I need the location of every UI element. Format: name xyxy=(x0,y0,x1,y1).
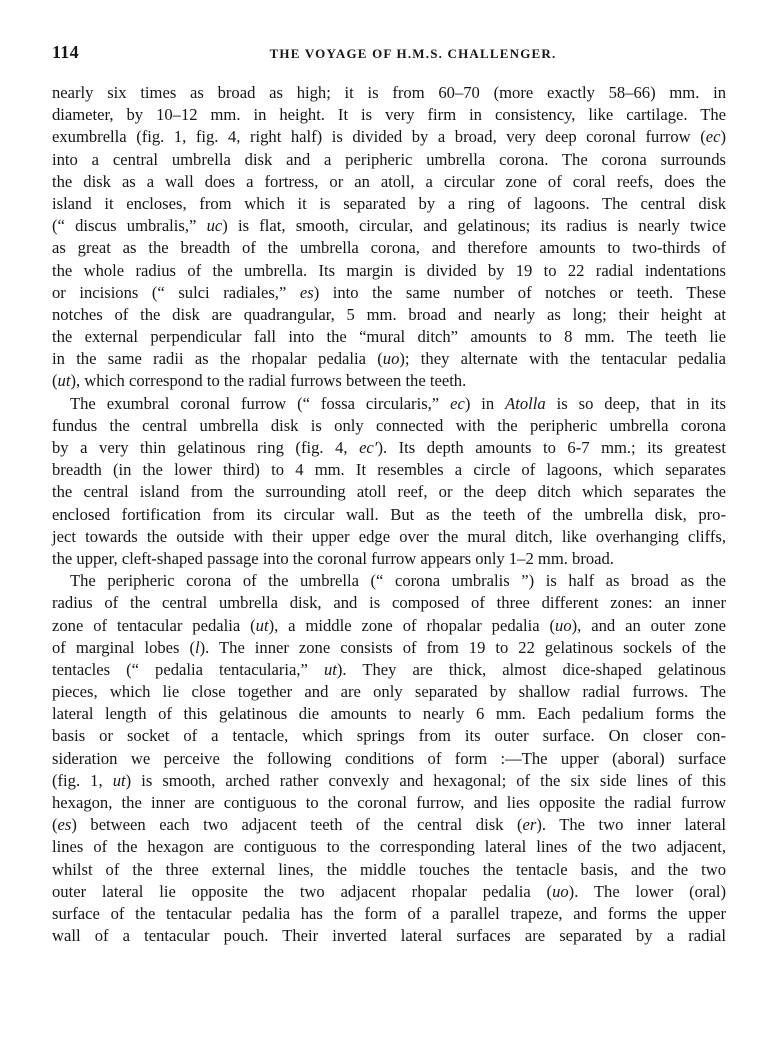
text-line: lateral length of this gelatinous die amounts to nearly 6 mm. Each pedalium forms the xyxy=(52,704,726,724)
text-line: the whole radius of the umbrella. Its margin is divided by 19 to 22 radial indentations xyxy=(52,260,726,280)
body-text xyxy=(52,82,726,947)
text-line: enclosed fortification from its circular wall. But as the teeth of the umbrella disk, pro- xyxy=(52,504,726,524)
text-line: surface of the tentacular pedalia has the form of a parallel trapeze, and forms the upper xyxy=(52,903,726,923)
text-line: the central island from the surrounding atoll reef, or the deep ditch which separates the xyxy=(52,482,726,502)
text-line: (“ discus umbralis,” uc) is flat, smooth, circular, and gelatinous; its radius is nearly twice xyxy=(52,216,726,236)
text-line: exumbrella (fig. 1, fig. 4, right half) is divided by a broad, very deep coronal furrow (ec) xyxy=(52,127,726,147)
text-line: radius of the central umbrella disk, and is composed of three different zones: an inner xyxy=(52,593,726,613)
text-line: (es) between each two adjacent teeth of the central disk (er). The two inner lateral xyxy=(52,815,726,835)
text-line: in the same radii as the rhopalar pedalia (uo); they alternate with the tentacular pedalia xyxy=(52,349,726,369)
text-line: island it encloses, from which it is separated by a ring of lagoons. The central disk xyxy=(52,193,726,213)
text-line: whilst of the three external lines, the middle touches the tentacle basis, and the two xyxy=(52,859,726,879)
text-line: of marginal lobes (l). The inner zone consists of from 19 to 22 gelatinous sockels of the xyxy=(52,637,726,657)
text-line: by a very thin gelatinous ring (fig. 4, ec′). Its depth amounts to 6-7 mm.; its greatest xyxy=(52,438,726,457)
text-line: basis or socket of a tentacle, which springs from its outer surface. On closer con- xyxy=(52,726,726,746)
text-line: into a central umbrella disk and a peripheric umbrella corona. The corona surrounds xyxy=(52,149,726,169)
text-line: or incisions (“ sulci radiales,” es) into the same number of notches or teeth. These xyxy=(52,282,726,302)
text-line: outer lateral lie opposite the two adjacent rhopalar pedalia (uo). The lower (oral) xyxy=(52,881,726,901)
text-line: The peripheric corona of the umbrella (“ corona umbralis ”) is half as broad as the xyxy=(70,571,726,591)
text-line: sideration we perceive the following conditions of form :—The upper (aboral) surface xyxy=(52,748,726,768)
text-line: diameter, by 10–12 mm. in height. It is very firm in consistency, like cartilage. The xyxy=(52,105,726,125)
text-line: ject towards the outside with their upper edge over the mural ditch, like overhanging cliffs, xyxy=(52,526,726,546)
text-line: the disk as a wall does a fortress, or an atoll, a circular zone of coral reefs, does the xyxy=(52,171,726,191)
text-line: The exumbral coronal furrow (“ fossa circularis,” ec) in Atolla is so deep, that in its xyxy=(70,393,727,413)
text-line: hexagon, the inner are contiguous to the coronal furrow, and lies opposite the radial furrow xyxy=(52,793,726,812)
text-line: nearly six times as broad as high; it is from 60–70 (more exactly 58–66) mm. in xyxy=(52,83,726,102)
text-line: zone of tentacular pedalia (ut), a middle zone of rhopalar pedalia (uo), and an outer zone xyxy=(52,615,726,635)
text-line: the upper, cleft-shaped passage into the coronal furrow appears only 1–2 mm. broad. xyxy=(52,548,614,568)
text-line: (ut), which correspond to the radial furrows between the teeth. xyxy=(52,371,467,391)
text-line: lines of the hexagon are contiguous to the corresponding lateral lines of the two adjacent, xyxy=(52,837,726,857)
text-line: fundus the central umbrella disk is only connected with the peripheric umbrella corona xyxy=(52,415,726,435)
running-head xyxy=(52,42,728,66)
text-line: tentacles (“ pedalia tentacularia,” ut). They are thick, almost dice-shaped gelatinous xyxy=(52,659,727,679)
text-line: (fig. 1, ut) is smooth, arched rather convexly and hexagonal; of the six side lines of this xyxy=(52,770,726,790)
text-line: as great as the breadth of the umbrella corona, and therefore amounts to two-thirds of xyxy=(52,238,726,258)
text-line: the external perpendicular fall into the “mural ditch” amounts to 8 mm. The teeth lie xyxy=(52,327,726,347)
text-line: pieces, which lie close together and are only separated by shallow radial furrows. The xyxy=(52,682,726,702)
page-number: 114 xyxy=(52,42,79,62)
text-line: notches of the disk are quadrangular, 5 mm. broad and nearly as long; their height at xyxy=(52,304,726,324)
text-line: wall of a tentacular pouch. Their inverted lateral surfaces are separated by a radial xyxy=(52,926,726,946)
running-title: THE VOYAGE OF H.M.S. CHALLENGER. xyxy=(269,46,557,61)
text-line: breadth (in the lower third) to 4 mm. It resembles a circle of lagoons, which separates xyxy=(52,460,726,480)
